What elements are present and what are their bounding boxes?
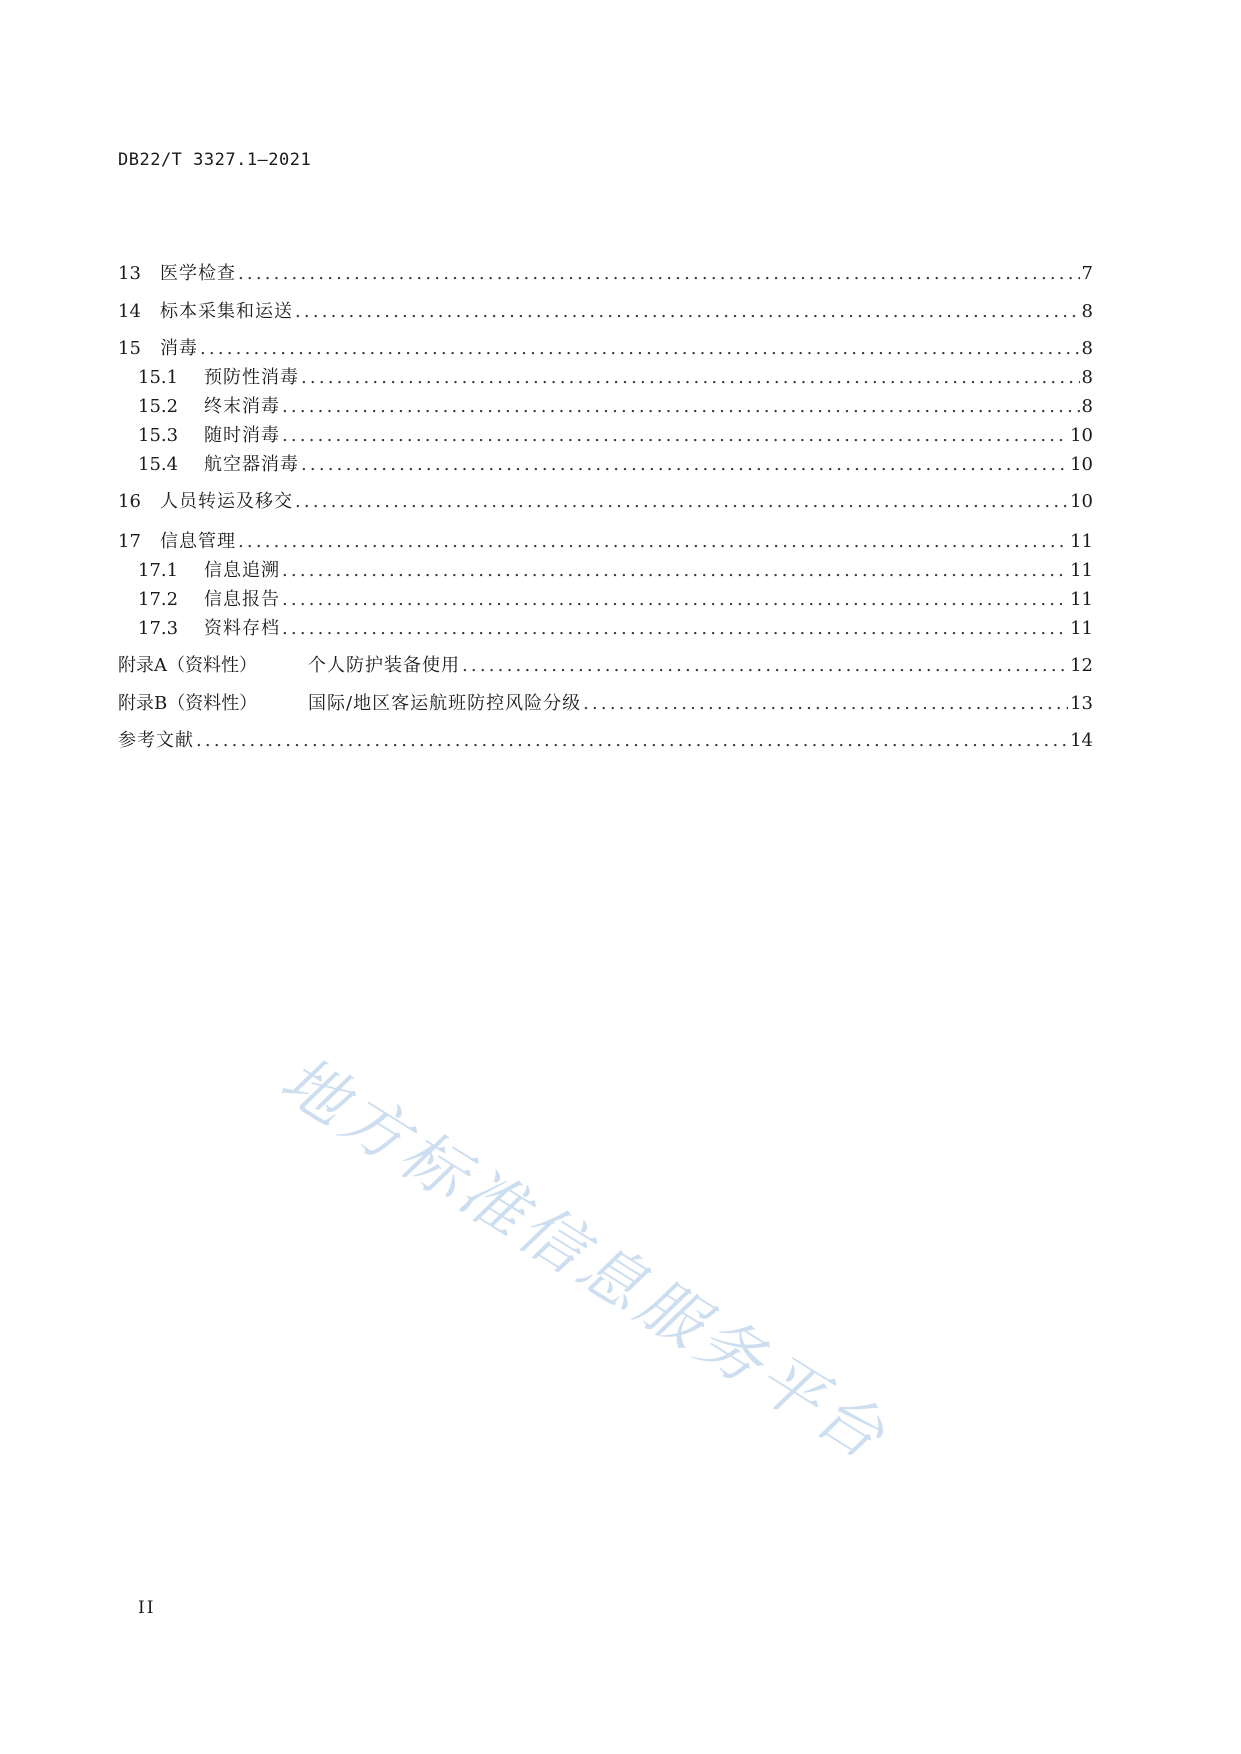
toc-entry-title: 医学检查 xyxy=(160,263,236,284)
toc-subentry[interactable] xyxy=(138,366,1093,390)
toc-leader-dots xyxy=(238,530,1068,554)
toc-entry-page: 8 xyxy=(1081,367,1093,388)
toc-subentry[interactable] xyxy=(138,617,1093,641)
toc-entry-number: 14 xyxy=(118,301,141,322)
toc-entry-page: 11 xyxy=(1070,618,1093,639)
toc-entry-title: 信息追溯 xyxy=(204,560,280,581)
toc-entry-page: 14 xyxy=(1070,730,1093,751)
toc-entry-page: 8 xyxy=(1081,396,1093,417)
toc-entry-number: 15.1 xyxy=(138,367,179,388)
toc-entry-page: 10 xyxy=(1070,425,1093,446)
toc-references-entry[interactable] xyxy=(118,729,1093,753)
toc-appendix-entry[interactable] xyxy=(118,692,1093,716)
toc-subentry[interactable] xyxy=(138,395,1093,419)
toc-subentry[interactable] xyxy=(138,559,1093,583)
toc-entry-page: 10 xyxy=(1070,454,1093,475)
toc-entry-page: 8 xyxy=(1081,301,1093,322)
toc-leader-dots xyxy=(200,337,1080,361)
toc-entry-title: 消毒 xyxy=(160,338,198,359)
toc-entry[interactable] xyxy=(118,300,1093,324)
toc-entry-title: 人员转运及移交 xyxy=(160,491,293,512)
toc-entry-number: 17 xyxy=(118,531,141,552)
toc-leader-dots xyxy=(282,424,1068,448)
toc-entry-number: 16 xyxy=(118,491,141,512)
toc-entry-number: 15.4 xyxy=(138,454,179,475)
toc-leader-dots xyxy=(462,654,1068,678)
toc-entry-page: 8 xyxy=(1081,338,1093,359)
toc-entry-number: 附录B（资料性） xyxy=(118,693,258,714)
toc-entry[interactable] xyxy=(118,337,1093,361)
toc-entry-title: 随时消毒 xyxy=(204,425,280,446)
toc-entry-page: 7 xyxy=(1081,263,1093,284)
toc-entry-title: 信息报告 xyxy=(204,589,280,610)
standard-code: DB22/T 3327.1—2021 xyxy=(118,150,312,170)
toc-entry-page: 13 xyxy=(1070,693,1093,714)
toc-leader-dots xyxy=(282,617,1068,641)
toc-entry-title: 国际/地区客运航班防控风险分级 xyxy=(308,693,582,714)
toc-entry-page: 11 xyxy=(1070,531,1093,552)
toc-entry[interactable] xyxy=(118,262,1093,286)
toc-entry-page: 12 xyxy=(1070,655,1093,676)
page-number: II xyxy=(138,1598,156,1618)
toc-entry-title: 个人防护装备使用 xyxy=(308,655,460,676)
toc-leader-dots xyxy=(301,366,1080,390)
toc-subentry[interactable] xyxy=(138,588,1093,612)
toc-subentry[interactable] xyxy=(138,424,1093,448)
toc-leader-dots xyxy=(196,729,1068,753)
toc-entry-number: 17.3 xyxy=(138,618,179,639)
toc-entry-number: 13 xyxy=(118,263,141,284)
toc-leader-dots xyxy=(282,588,1068,612)
toc-entry[interactable] xyxy=(118,530,1093,554)
toc-leader-dots xyxy=(583,692,1068,716)
toc-entry-number: 17.2 xyxy=(138,589,179,610)
toc-subentry[interactable] xyxy=(138,453,1093,477)
watermark: 地方标准信息服务平台 xyxy=(267,1042,901,1477)
toc-entry-number: 15.3 xyxy=(138,425,179,446)
toc-leader-dots xyxy=(295,490,1068,514)
toc-entry-page: 11 xyxy=(1070,589,1093,610)
toc-entry[interactable] xyxy=(118,490,1093,514)
toc-leader-dots xyxy=(238,262,1080,286)
toc-appendix-entry[interactable] xyxy=(118,654,1093,678)
toc-entry-number: 附录A（资料性） xyxy=(118,655,257,676)
toc-entry-title: 信息管理 xyxy=(160,531,236,552)
toc-leader-dots xyxy=(301,453,1068,477)
toc-entry-number: 15.2 xyxy=(138,396,179,417)
toc-entry-page: 10 xyxy=(1070,491,1093,512)
toc-entry-number: 17.1 xyxy=(138,560,179,581)
toc-leader-dots xyxy=(282,559,1068,583)
toc-entry-page: 11 xyxy=(1070,560,1093,581)
toc-leader-dots xyxy=(282,395,1080,419)
toc-entry-title: 终末消毒 xyxy=(204,396,280,417)
toc-entry-title: 参考文献 xyxy=(118,730,194,751)
toc-entry-title: 标本采集和运送 xyxy=(160,301,293,322)
toc-entry-title: 航空器消毒 xyxy=(204,454,299,475)
toc-leader-dots xyxy=(295,300,1080,324)
toc-entry-title: 资料存档 xyxy=(204,618,280,639)
toc-entry-number: 15 xyxy=(118,338,141,359)
toc-entry-title: 预防性消毒 xyxy=(204,367,299,388)
